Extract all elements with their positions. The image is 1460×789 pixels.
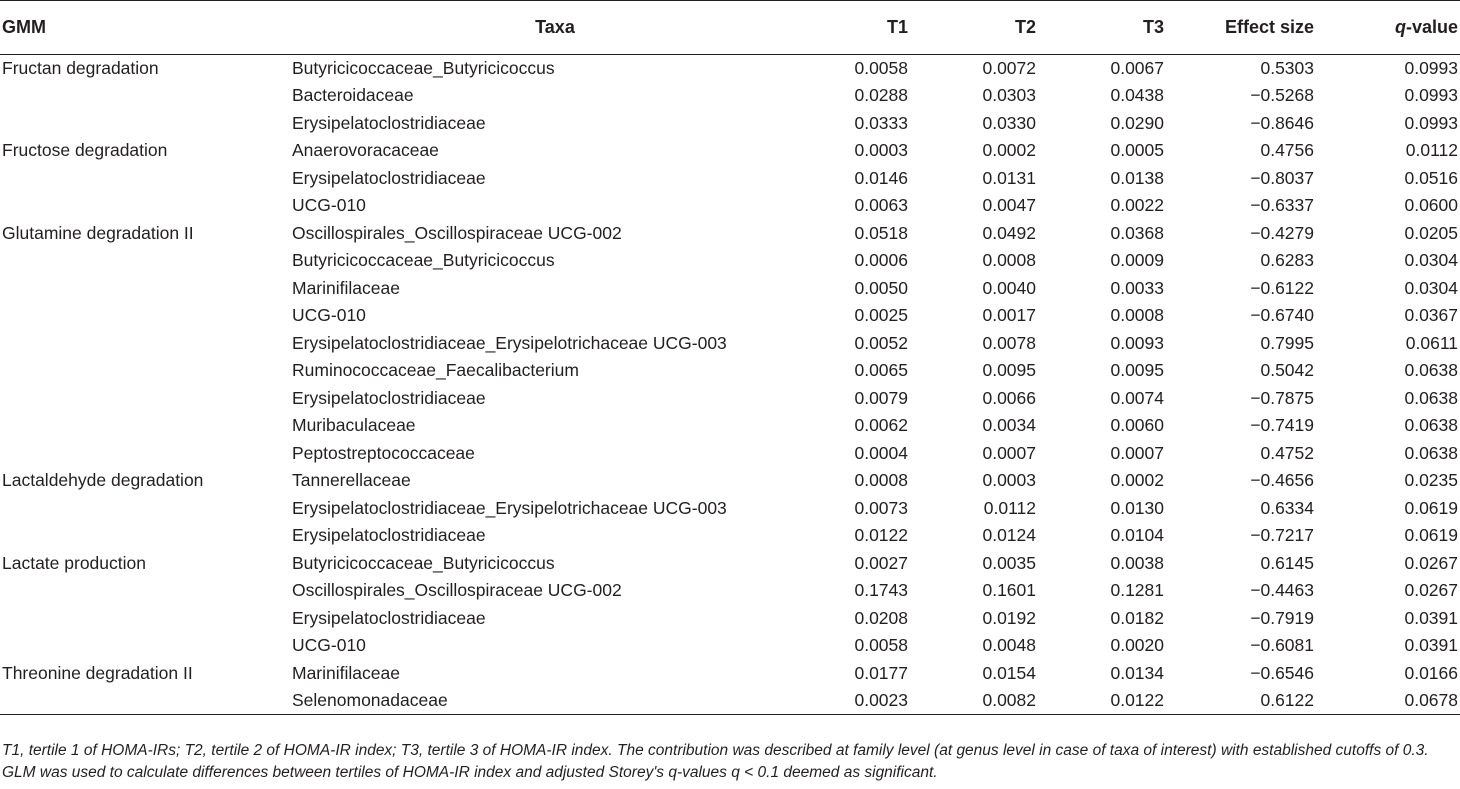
cell-q-value: 0.0619 bbox=[1404, 497, 1458, 518]
cell-t3: 0.0009 bbox=[1110, 250, 1164, 271]
cell-gmm bbox=[0, 605, 290, 633]
cell-t1: 0.0073 bbox=[854, 497, 908, 518]
cell-t1: 0.0518 bbox=[854, 222, 908, 243]
cell-q-value: 0.0993 bbox=[1404, 85, 1458, 106]
cell-q-value: 0.0638 bbox=[1404, 415, 1458, 436]
header-gmm: GMM bbox=[0, 1, 290, 55]
cell-gmm bbox=[0, 357, 290, 385]
cell-taxa: Erysipelatoclostridiaceae_Erysipelotrichaceae UCG-003 bbox=[292, 497, 727, 518]
cell-q-value: 0.0205 bbox=[1404, 222, 1458, 243]
table-row bbox=[0, 192, 1460, 220]
cell-t2: 0.0492 bbox=[982, 222, 1036, 243]
cell-q-value: 0.0638 bbox=[1404, 360, 1458, 381]
cell-gmm: Lactaldehyde degradation bbox=[2, 470, 204, 491]
cell-q-value: 0.0304 bbox=[1404, 250, 1458, 271]
cell-t3: 0.0008 bbox=[1110, 305, 1164, 326]
cell-t1: 0.0058 bbox=[854, 58, 908, 78]
cell-effect-size: 0.5303 bbox=[1260, 58, 1314, 78]
header-t3: T3 bbox=[1038, 1, 1166, 55]
cell-q-value: 0.0638 bbox=[1404, 387, 1458, 408]
cell-t1: 0.0058 bbox=[854, 635, 908, 656]
table-row bbox=[0, 82, 1460, 110]
cell-effect-size: −0.6546 bbox=[1250, 662, 1314, 683]
cell-t2: 0.0112 bbox=[983, 497, 1036, 518]
cell-taxa: Marinifilaceae bbox=[292, 662, 400, 683]
cell-t3: 0.0067 bbox=[1110, 58, 1164, 78]
cell-q-value: 0.0611 bbox=[1405, 332, 1458, 353]
cell-gmm bbox=[0, 385, 290, 413]
cell-t3: 0.0060 bbox=[1110, 415, 1164, 436]
cell-t2: 0.0154 bbox=[982, 662, 1036, 683]
cell-effect-size: −0.4279 bbox=[1250, 222, 1314, 243]
cell-q-value: 0.0600 bbox=[1404, 195, 1458, 216]
cell-t2: 0.0034 bbox=[982, 415, 1036, 436]
cell-q-value: 0.0166 bbox=[1404, 662, 1458, 683]
cell-gmm bbox=[0, 495, 290, 523]
cell-t2: 0.0047 bbox=[982, 195, 1036, 216]
cell-effect-size: −0.4656 bbox=[1250, 470, 1314, 491]
cell-gmm bbox=[0, 687, 290, 715]
table-row bbox=[0, 302, 1460, 330]
cell-t2: 0.1601 bbox=[982, 580, 1036, 601]
table-row bbox=[0, 412, 1460, 440]
cell-effect-size: 0.4756 bbox=[1260, 140, 1314, 161]
cell-gmm bbox=[0, 110, 290, 138]
cell-taxa: Butyricicoccaceae_Butyricicoccus bbox=[292, 58, 555, 78]
header-q-italic: q bbox=[1394, 17, 1406, 37]
cell-effect-size: 0.7995 bbox=[1260, 332, 1314, 353]
cell-t3: 0.0290 bbox=[1110, 112, 1164, 133]
cell-q-value: 0.0267 bbox=[1404, 580, 1458, 601]
cell-q-value: 0.0678 bbox=[1316, 687, 1460, 715]
cell-t2: 0.0124 bbox=[982, 525, 1036, 546]
cell-q-value: 0.0993 bbox=[1404, 112, 1458, 133]
cell-effect-size: −0.7217 bbox=[1250, 525, 1314, 546]
cell-t2: 0.0072 bbox=[982, 58, 1036, 78]
table-row bbox=[0, 577, 1460, 605]
cell-gmm bbox=[0, 330, 290, 358]
cell-t2: 0.0082 bbox=[910, 687, 1038, 715]
cell-t2: 0.0008 bbox=[982, 250, 1036, 271]
cell-t1: 0.0333 bbox=[854, 112, 908, 133]
cell-taxa: Oscillospirales_Oscillospiraceae UCG-002 bbox=[292, 580, 622, 601]
cell-q-value: 0.0235 bbox=[1404, 470, 1458, 491]
cell-gmm bbox=[0, 275, 290, 303]
table-row bbox=[0, 467, 1460, 495]
cell-taxa: Anaerovoracaceae bbox=[292, 140, 439, 161]
cell-taxa: UCG-010 bbox=[292, 195, 366, 216]
cell-t3: 0.0022 bbox=[1110, 195, 1164, 216]
cell-taxa: UCG-010 bbox=[292, 635, 366, 656]
cell-taxa: Selenomonadaceae bbox=[290, 687, 820, 715]
cell-t2: 0.0007 bbox=[982, 442, 1036, 463]
cell-taxa: Erysipelatoclostridiaceae bbox=[292, 525, 486, 546]
table-row bbox=[0, 275, 1460, 303]
cell-taxa: Butyricicoccaceae_Butyricicoccus bbox=[292, 250, 555, 271]
cell-t3: 0.0002 bbox=[1110, 470, 1164, 491]
cell-t3: 0.0038 bbox=[1110, 552, 1164, 573]
cell-t2: 0.0095 bbox=[982, 360, 1036, 381]
cell-gmm bbox=[0, 247, 290, 275]
table-row bbox=[0, 660, 1460, 688]
cell-q-value: 0.0638 bbox=[1404, 442, 1458, 463]
table-row bbox=[0, 495, 1460, 523]
cell-effect-size: −0.6740 bbox=[1250, 305, 1314, 326]
cell-gmm bbox=[0, 192, 290, 220]
cell-taxa: Erysipelatoclostridiaceae bbox=[292, 167, 486, 188]
cell-t3: 0.0095 bbox=[1110, 360, 1164, 381]
cell-t2: 0.0048 bbox=[982, 635, 1036, 656]
cell-effect-size: −0.8646 bbox=[1250, 112, 1314, 133]
table-row bbox=[0, 522, 1460, 550]
cell-gmm: Fructose degradation bbox=[2, 140, 168, 161]
cell-effect-size: 0.5042 bbox=[1260, 360, 1314, 381]
table-row bbox=[0, 55, 1460, 83]
cell-effect-size: −0.4463 bbox=[1250, 580, 1314, 601]
table-row bbox=[0, 137, 1460, 165]
cell-t1: 0.0025 bbox=[854, 305, 908, 326]
cell-effect-size: −0.8037 bbox=[1250, 167, 1314, 188]
cell-effect-size: −0.6337 bbox=[1250, 195, 1314, 216]
header-row bbox=[0, 1, 1460, 55]
table-row bbox=[0, 632, 1460, 660]
header-q-rest: -value bbox=[1405, 17, 1458, 37]
cell-gmm bbox=[0, 440, 290, 468]
cell-effect-size: −0.6122 bbox=[1250, 277, 1314, 298]
cell-gmm: Glutamine degradation II bbox=[2, 222, 194, 243]
cell-t3: 0.0368 bbox=[1110, 222, 1164, 243]
cell-t1: 0.0208 bbox=[854, 607, 908, 628]
cell-effect-size: −0.7419 bbox=[1250, 415, 1314, 436]
cell-t2: 0.0192 bbox=[982, 607, 1036, 628]
header-effect-size: Effect size bbox=[1166, 1, 1316, 55]
cell-t3: 0.0134 bbox=[1110, 662, 1164, 683]
cell-t3: 0.0020 bbox=[1110, 635, 1164, 656]
cell-gmm bbox=[0, 412, 290, 440]
cell-t1: 0.0023 bbox=[820, 687, 910, 715]
cell-t1: 0.0006 bbox=[854, 250, 908, 271]
cell-t1: 0.0063 bbox=[854, 195, 908, 216]
cell-t2: 0.0066 bbox=[982, 387, 1036, 408]
cell-t2: 0.0017 bbox=[982, 305, 1036, 326]
cell-q-value: 0.0516 bbox=[1404, 167, 1458, 188]
cell-t1: 0.0062 bbox=[854, 415, 908, 436]
cell-t2: 0.0078 bbox=[982, 332, 1036, 353]
table-row bbox=[0, 605, 1460, 633]
cell-t1: 0.1743 bbox=[854, 580, 908, 601]
header-q-value bbox=[1316, 1, 1460, 55]
cell-t2: 0.0003 bbox=[982, 470, 1036, 491]
cell-t2: 0.0035 bbox=[982, 552, 1036, 573]
cell-taxa: Muribaculaceae bbox=[292, 415, 416, 436]
cell-t3: 0.0033 bbox=[1110, 277, 1164, 298]
table-row bbox=[0, 247, 1460, 275]
cell-t1: 0.0052 bbox=[854, 332, 908, 353]
cell-taxa: Tannerellaceae bbox=[292, 470, 411, 491]
cell-gmm: Threonine degradation II bbox=[2, 662, 193, 683]
cell-t3: 0.0138 bbox=[1110, 167, 1164, 188]
cell-t1: 0.0079 bbox=[854, 387, 908, 408]
cell-t1: 0.0146 bbox=[854, 167, 908, 188]
cell-q-value: 0.0993 bbox=[1404, 58, 1458, 78]
cell-gmm: Lactate production bbox=[2, 552, 146, 573]
cell-q-value: 0.0112 bbox=[1405, 140, 1458, 161]
cell-t3: 0.0005 bbox=[1110, 140, 1164, 161]
cell-t2: 0.0330 bbox=[982, 112, 1036, 133]
cell-effect-size: 0.6145 bbox=[1260, 552, 1314, 573]
cell-t2: 0.0002 bbox=[982, 140, 1036, 161]
table-row bbox=[0, 330, 1460, 358]
cell-t1: 0.0004 bbox=[854, 442, 908, 463]
table-row bbox=[0, 220, 1460, 248]
cell-t1: 0.0122 bbox=[854, 525, 908, 546]
cell-taxa: Marinifilaceae bbox=[292, 277, 400, 298]
cell-taxa: Butyricicoccaceae_Butyricicoccus bbox=[292, 552, 555, 573]
table-row bbox=[0, 550, 1460, 578]
cell-taxa: Ruminococcaceae_Faecalibacterium bbox=[292, 360, 579, 381]
cell-gmm: Fructan degradation bbox=[2, 58, 159, 78]
cell-gmm bbox=[0, 302, 290, 330]
cell-t3: 0.0074 bbox=[1110, 387, 1164, 408]
cell-effect-size: 0.6334 bbox=[1260, 497, 1314, 518]
cell-gmm bbox=[0, 82, 290, 110]
cell-q-value: 0.0619 bbox=[1404, 525, 1458, 546]
cell-t3: 0.0182 bbox=[1110, 607, 1164, 628]
cell-taxa: Bacteroidaceae bbox=[292, 85, 414, 106]
cell-t3: 0.0122 bbox=[1038, 687, 1166, 715]
cell-t3: 0.0093 bbox=[1110, 332, 1164, 353]
cell-q-value: 0.0267 bbox=[1404, 552, 1458, 573]
cell-taxa: Erysipelatoclostridiaceae bbox=[292, 387, 486, 408]
cell-t3: 0.0007 bbox=[1110, 442, 1164, 463]
cell-effect-size: 0.6283 bbox=[1260, 250, 1314, 271]
header-t1: T1 bbox=[820, 1, 910, 55]
table-row bbox=[0, 687, 1460, 715]
cell-t1: 0.0288 bbox=[854, 85, 908, 106]
cell-q-value: 0.0367 bbox=[1404, 305, 1458, 326]
cell-taxa: UCG-010 bbox=[292, 305, 366, 326]
cell-t3: 0.1281 bbox=[1110, 580, 1164, 601]
cell-effect-size: −0.5268 bbox=[1250, 85, 1314, 106]
cell-q-value: 0.0391 bbox=[1404, 635, 1458, 656]
table-row bbox=[0, 385, 1460, 413]
table-row bbox=[0, 440, 1460, 468]
cell-t3: 0.0104 bbox=[1110, 525, 1164, 546]
table-row bbox=[0, 110, 1460, 138]
cell-t1: 0.0008 bbox=[854, 470, 908, 491]
header-taxa: Taxa bbox=[290, 1, 820, 55]
cell-effect-size: −0.7919 bbox=[1250, 607, 1314, 628]
cell-effect-size: −0.6081 bbox=[1250, 635, 1314, 656]
cell-gmm bbox=[0, 165, 290, 193]
table-row bbox=[0, 165, 1460, 193]
cell-gmm bbox=[0, 577, 290, 605]
cell-taxa: Peptostreptococcaceae bbox=[292, 442, 475, 463]
cell-q-value: 0.0391 bbox=[1404, 607, 1458, 628]
header-t2: T2 bbox=[910, 1, 1038, 55]
cell-effect-size: 0.6122 bbox=[1166, 687, 1316, 715]
cell-q-value: 0.0304 bbox=[1404, 277, 1458, 298]
cell-taxa: Erysipelatoclostridiaceae bbox=[292, 607, 486, 628]
cell-t2: 0.0040 bbox=[982, 277, 1036, 298]
table-footnote: T1, tertile 1 of HOMA-IRs; T2, tertile 2 of HOMA-IR index; T3, tertile 3 of HOMA-IR index. The contribution was described at family level (at genus level in case of taxa of interest) with established cutoffs of 0.3. GLM was used to calculate differences between tertiles of HOMA-IR index and adjusted Storey's q-values q < 0.1 deemed as significant. bbox=[2, 742, 1429, 781]
cell-t2: 0.0303 bbox=[982, 85, 1036, 106]
cell-t1: 0.0050 bbox=[854, 277, 908, 298]
cell-gmm bbox=[0, 522, 290, 550]
table-body bbox=[0, 55, 1460, 715]
cell-taxa: Erysipelatoclostridiaceae_Erysipelotrichaceae UCG-003 bbox=[292, 332, 727, 353]
cell-t1: 0.0003 bbox=[854, 140, 908, 161]
cell-t3: 0.0438 bbox=[1110, 85, 1164, 106]
cell-taxa: Oscillospirales_Oscillospiraceae UCG-002 bbox=[292, 222, 622, 243]
table-row bbox=[0, 357, 1460, 385]
cell-effect-size: −0.7875 bbox=[1250, 387, 1314, 408]
cell-t1: 0.0065 bbox=[854, 360, 908, 381]
cell-t1: 0.0027 bbox=[854, 552, 908, 573]
cell-taxa: Erysipelatoclostridiaceae bbox=[292, 112, 486, 133]
cell-effect-size: 0.4752 bbox=[1260, 442, 1314, 463]
cell-gmm bbox=[0, 632, 290, 660]
table-header bbox=[0, 1, 1460, 55]
cell-t2: 0.0131 bbox=[982, 167, 1036, 188]
cell-t3: 0.0130 bbox=[1110, 497, 1164, 518]
cell-t1: 0.0177 bbox=[854, 662, 908, 683]
